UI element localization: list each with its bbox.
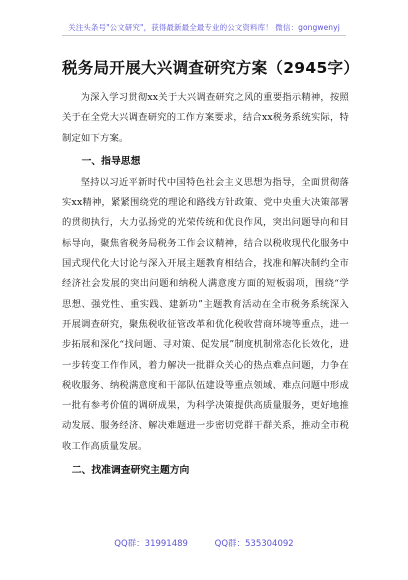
document-title: 税务局开展大兴调查研究方案（2945字） bbox=[62, 59, 360, 77]
footer-contacts bbox=[0, 537, 408, 549]
intro-paragraph: 为深入学习贯彻xx关于大兴调查研究之风的重要指示精神，按照关于在全党大兴调查研究的工作方案要求，结合xx税务系统实际，特制定如下方案。 bbox=[62, 92, 349, 144]
document-body bbox=[62, 88, 349, 482]
qq-group-2: QQ群：535304092 bbox=[214, 539, 294, 549]
guiding-ideology-paragraph: 坚持以习近平新时代中国特色社会主义思想为指导，全面贯彻落实xx精神，紧紧围绕党的理论和路线方针政策、党中央重大决策部署的贯彻执行，大力弘扬党的光荣传统和优良作风，突出问题导向和目标导向，聚焦省税务局税务工作会议精神，结合以税收现代化服务中国式现代化大讨论与深入开展主题教育相结合，找准和解决制约全市经济社会发展的突出问题和纳税人满意度方面的短板弱项，围绕“学思想、强党性、重实践、建新功”主题教育活动在全市税务系统深入开展调查研究，聚焦税收征管改革和优化税收营商环境等重点，进一步拓展和深化“找问题、寻对策、促发展”制度机制常态化长效化，进一步转变工作作风，着力解决一批群众关心的热点难点问题，力争在税收服务、纳税满意度和干部队伍建设等重点领域、难点问题中形成一批有参考价值的调研成果，为科学决策提供高质量服务，更好地推动发展、服务经济、解决难题进一步密切党群干群关系，推动全市税收工作高质量发展。 bbox=[62, 176, 349, 452]
header-banner: 关注头条号"公文研究"，获得最新最全最专业的公文资料库！ 微信：gongwenyj bbox=[68, 23, 340, 32]
section-heading-research-topics: 二、找准调查研究主题方向 bbox=[71, 465, 190, 477]
section-heading-guiding-ideology: 一、指导思想 bbox=[81, 155, 141, 167]
qq-group-1: QQ群：31991489 bbox=[114, 539, 188, 549]
header-divider bbox=[62, 35, 346, 36]
